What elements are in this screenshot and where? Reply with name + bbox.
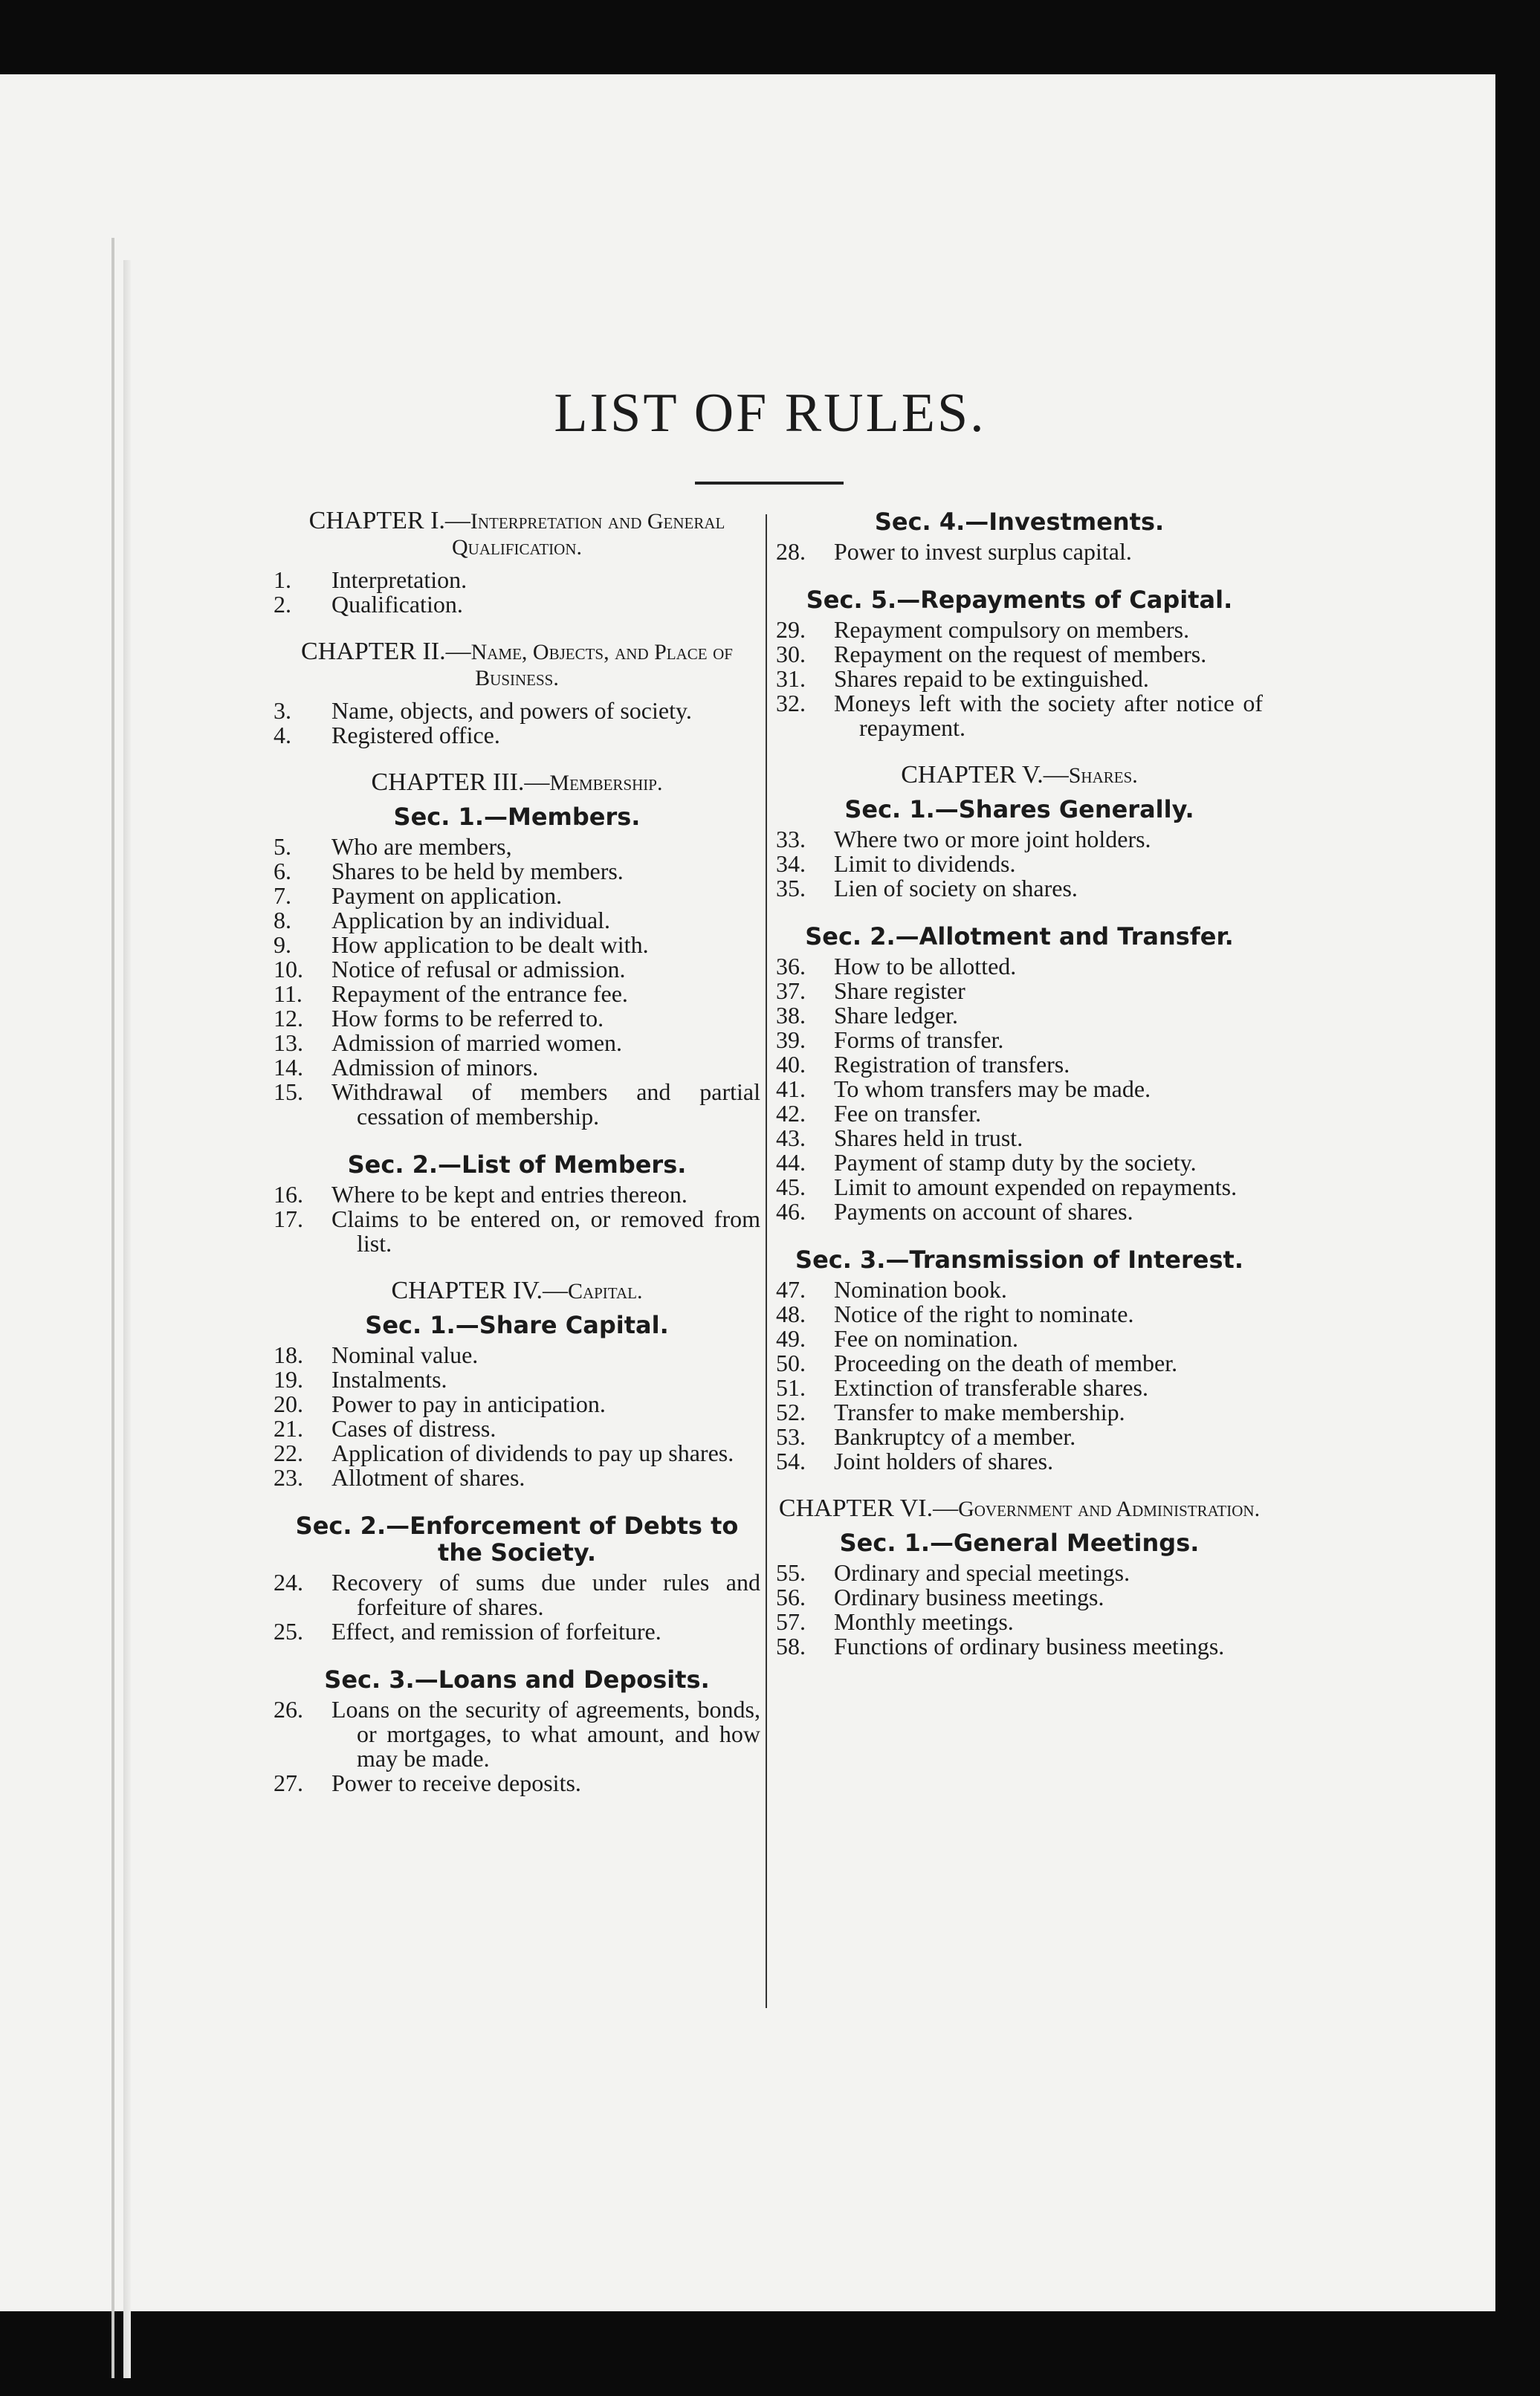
rule-entry xyxy=(776,1077,1263,1101)
rule-entry xyxy=(274,1080,760,1129)
spacer xyxy=(274,1490,760,1512)
rule-entry xyxy=(274,884,760,908)
rule-title: How application to be dealt with. xyxy=(331,931,649,958)
rule-number: 47. xyxy=(776,1276,806,1303)
rule-entry xyxy=(776,876,1263,901)
rule-title: Repayment compulsory on members. xyxy=(834,616,1190,643)
rule-title: Lien of society on shares. xyxy=(834,875,1078,901)
rule-title: Interpretation. xyxy=(331,566,468,593)
rule-title: To whom transfers may be made. xyxy=(834,1075,1151,1102)
chapter-number: CHAPTER IV.— xyxy=(391,1277,568,1304)
rule-entry xyxy=(776,1634,1263,1659)
rule-entry xyxy=(776,1561,1263,1585)
rule-number: 54. xyxy=(776,1448,806,1474)
chapter-number: CHAPTER VI.— xyxy=(778,1495,959,1522)
rule-entry xyxy=(776,852,1263,876)
chapter-number: CHAPTER I.— xyxy=(308,507,470,534)
rule-title: Qualification. xyxy=(331,591,463,618)
rule-entry xyxy=(274,1182,760,1207)
rule-number: 49. xyxy=(776,1325,806,1352)
page-gutter-shadow xyxy=(123,260,131,2378)
rule-entry xyxy=(274,957,760,982)
rule-number: 25. xyxy=(274,1618,303,1645)
rule-number: 14. xyxy=(274,1054,303,1081)
rule-entry xyxy=(776,691,1263,740)
rule-title: Allotment of shares. xyxy=(331,1464,525,1491)
chapter-subject: Membership. xyxy=(549,771,663,795)
rule-entry xyxy=(776,1028,1263,1052)
rule-title: Effect, and remission of forfeiture. xyxy=(331,1618,661,1645)
rule-title: How to be allotted. xyxy=(834,953,1017,980)
chapter-heading xyxy=(274,1278,760,1304)
rule-number: 52. xyxy=(776,1399,806,1425)
rule-entry xyxy=(274,592,760,617)
rule-number: 30. xyxy=(776,641,806,667)
chapter-number: CHAPTER III.— xyxy=(371,768,550,796)
rule-entry xyxy=(776,1449,1263,1474)
section-heading: Sec. 5.—Repayments of Capital. xyxy=(806,586,1233,614)
rule-number: 57. xyxy=(776,1608,806,1635)
rule-title: Instalments. xyxy=(331,1366,447,1393)
rule-number: 8. xyxy=(274,907,291,933)
rule-title: Application by an individual. xyxy=(331,907,611,933)
rule-number: 48. xyxy=(776,1301,806,1327)
rule-title: Where to be kept and entries thereon. xyxy=(331,1181,688,1208)
rule-entry xyxy=(776,979,1263,1003)
rule-entry xyxy=(776,1302,1263,1327)
rule-number: 50. xyxy=(776,1350,806,1376)
rule-title: Fee on transfer. xyxy=(834,1100,982,1127)
rule-number: 3. xyxy=(274,697,291,724)
rule-title: Name, objects, and powers of society. xyxy=(331,697,692,724)
spacer xyxy=(274,1644,760,1666)
rule-title: Functions of ordinary business meetings. xyxy=(834,1633,1225,1660)
spacer xyxy=(776,740,1263,762)
rule-number: 40. xyxy=(776,1051,806,1078)
rule-entry xyxy=(776,1150,1263,1175)
chapter-number: CHAPTER II.— xyxy=(301,638,471,665)
rule-entry xyxy=(776,1101,1263,1126)
rule-number: 7. xyxy=(274,882,291,909)
page-fold-line xyxy=(111,238,114,2378)
rule-title: Power to pay in anticipation. xyxy=(331,1390,606,1417)
rule-entry xyxy=(274,1697,760,1771)
section-heading: Sec. 2.—Enforcement of Debts to the Society. xyxy=(295,1512,739,1567)
rule-title: Joint holders of shares. xyxy=(834,1448,1054,1474)
rule-entry xyxy=(274,1343,760,1367)
rule-number: 19. xyxy=(274,1366,303,1393)
rule-title: Where two or more joint holders. xyxy=(834,826,1151,852)
spacer xyxy=(776,901,1263,923)
rule-entry xyxy=(274,699,760,723)
rule-number: 12. xyxy=(274,1005,303,1032)
chapter-number: CHAPTER V.— xyxy=(901,761,1069,789)
rule-number: 28. xyxy=(776,538,806,565)
rule-title: Bankruptcy of a member. xyxy=(834,1423,1076,1450)
left-column xyxy=(274,508,760,1796)
rule-title: How forms to be referred to. xyxy=(331,1005,604,1032)
rule-number: 5. xyxy=(274,833,291,860)
rule-title: Admission of minors. xyxy=(331,1054,539,1081)
rule-entry xyxy=(274,1392,760,1416)
rule-number: 38. xyxy=(776,1002,806,1029)
rule-entry xyxy=(776,827,1263,852)
rule-title: Proceeding on the death of member. xyxy=(834,1350,1178,1376)
spacer xyxy=(274,617,760,639)
rule-entry xyxy=(776,642,1263,667)
right-column xyxy=(776,508,1263,1659)
chapter-heading xyxy=(776,762,1263,789)
rule-title: Registration of transfers. xyxy=(834,1051,1070,1078)
rule-number: 1. xyxy=(274,566,291,593)
spacer xyxy=(776,1224,1263,1246)
rule-title: Fee on nomination. xyxy=(834,1325,1018,1352)
section-heading: Sec. 2.—Allotment and Transfer. xyxy=(805,922,1234,951)
spacer xyxy=(274,1256,760,1278)
rule-number: 33. xyxy=(776,826,806,852)
rule-number: 11. xyxy=(274,980,302,1007)
section-heading: Sec. 1.—General Meetings. xyxy=(839,1529,1200,1557)
rule-number: 55. xyxy=(776,1559,806,1586)
rule-entry xyxy=(274,1466,760,1490)
rule-entry xyxy=(776,1351,1263,1376)
rule-number: 17. xyxy=(274,1205,303,1232)
rule-entry xyxy=(776,1585,1263,1610)
rule-title: Claims to be entered on, or removed from list. xyxy=(331,1205,760,1257)
rule-title: Notice of the right to nominate. xyxy=(834,1301,1134,1327)
chapter-heading xyxy=(274,639,760,691)
rule-number: 45. xyxy=(776,1173,806,1200)
rule-number: 37. xyxy=(776,977,806,1004)
rule-title: Power to receive deposits. xyxy=(331,1770,581,1796)
rule-entry xyxy=(274,1441,760,1466)
rule-entry xyxy=(776,1610,1263,1634)
rule-title: Share ledger. xyxy=(834,1002,959,1029)
rule-entry xyxy=(274,1367,760,1392)
rule-title: Extinction of transferable shares. xyxy=(834,1374,1148,1401)
spacer xyxy=(274,1129,760,1151)
rule-number: 42. xyxy=(776,1100,806,1127)
rule-entry xyxy=(776,1425,1263,1449)
rule-number: 15. xyxy=(274,1078,303,1105)
rule-title: Moneys left with the society after notice of repayment. xyxy=(834,690,1263,741)
rule-number: 41. xyxy=(776,1075,806,1102)
chapter-subject: Name, Objects, and Place of Business. xyxy=(470,640,733,690)
rule-entry xyxy=(274,568,760,592)
rule-number: 35. xyxy=(776,875,806,901)
rule-title: Shares repaid to be extinguished. xyxy=(834,665,1149,692)
rule-entry xyxy=(274,723,760,748)
rule-title: Cases of distress. xyxy=(331,1415,496,1442)
rule-title: Ordinary and special meetings. xyxy=(834,1559,1130,1586)
rule-number: 56. xyxy=(776,1584,806,1610)
rule-number: 26. xyxy=(274,1696,303,1723)
rule-number: 9. xyxy=(274,931,291,958)
rule-number: 21. xyxy=(274,1415,303,1442)
rule-number: 20. xyxy=(274,1390,303,1417)
rule-entry xyxy=(274,1570,760,1619)
rule-title: Shares to be held by members. xyxy=(331,858,624,884)
rule-number: 23. xyxy=(274,1464,303,1491)
rule-entry xyxy=(776,1052,1263,1077)
section-heading: Sec. 1.—Shares Generally. xyxy=(844,795,1194,823)
rule-number: 34. xyxy=(776,850,806,877)
rule-number: 24. xyxy=(274,1569,303,1596)
rule-entry xyxy=(274,859,760,884)
rule-title: Notice of refusal or admission. xyxy=(331,956,626,982)
rule-entry xyxy=(274,982,760,1006)
rule-number: 46. xyxy=(776,1198,806,1225)
rule-entry xyxy=(274,933,760,957)
rule-entry xyxy=(776,540,1263,564)
rule-number: 16. xyxy=(274,1181,303,1208)
rule-title: Limit to amount expended on repayments. xyxy=(834,1173,1238,1200)
rule-number: 13. xyxy=(274,1029,303,1056)
rule-number: 36. xyxy=(776,953,806,980)
rule-number: 6. xyxy=(274,858,291,884)
section-heading: Sec. 3.—Transmission of Interest. xyxy=(795,1246,1243,1274)
rule-title: Payment on application. xyxy=(331,882,563,909)
rule-entry xyxy=(274,1416,760,1441)
rule-number: 2. xyxy=(274,591,291,618)
rule-entry xyxy=(274,1031,760,1055)
rule-title: Limit to dividends. xyxy=(834,850,1016,877)
chapter-heading xyxy=(274,508,760,560)
rule-title: Power to invest surplus capital. xyxy=(834,538,1132,565)
rule-title: Admission of married women. xyxy=(331,1029,623,1056)
rule-entry xyxy=(776,1199,1263,1224)
rule-title: Application of dividends to pay up shares. xyxy=(331,1440,734,1466)
rule-title: Recovery of sums due under rules and forfeiture of shares. xyxy=(331,1569,760,1620)
rule-title: Transfer to make membership. xyxy=(834,1399,1125,1425)
rule-title: Loans on the security of agreements, bonds, or mortgages, to what amount, and how may be made. xyxy=(331,1696,760,1772)
chapter-subject: Interpretation and General Qualification. xyxy=(452,509,725,560)
rule-entry xyxy=(776,1376,1263,1400)
rule-number: 32. xyxy=(776,690,806,716)
rule-number: 39. xyxy=(776,1026,806,1053)
rule-number: 27. xyxy=(274,1770,303,1796)
chapter-heading xyxy=(274,770,760,796)
rule-number: 18. xyxy=(274,1341,303,1368)
rule-number: 43. xyxy=(776,1124,806,1151)
chapter-subject: Capital. xyxy=(567,1279,643,1304)
spacer xyxy=(274,748,760,770)
rule-entry xyxy=(776,1126,1263,1150)
rule-title: Payment of stamp duty by the society. xyxy=(834,1149,1197,1176)
rule-entry xyxy=(776,1003,1263,1028)
rule-entry xyxy=(274,1619,760,1644)
rule-title: Withdrawal of members and partial cessation of membership. xyxy=(331,1078,760,1130)
rule-title: Payments on account of shares. xyxy=(834,1198,1133,1225)
rule-entry xyxy=(274,1771,760,1796)
page-title: LIST OF RULES. xyxy=(554,383,986,444)
rule-title: Repayment of the entrance fee. xyxy=(331,980,628,1007)
rule-entry xyxy=(776,1175,1263,1199)
rule-number: 29. xyxy=(776,616,806,643)
rule-title: Nominal value. xyxy=(331,1341,479,1368)
rule-entry xyxy=(776,618,1263,642)
rule-number: 4. xyxy=(274,722,291,748)
rule-entry xyxy=(274,1207,760,1256)
rule-entry xyxy=(776,1278,1263,1302)
rule-title: Share register xyxy=(834,977,965,1004)
rule-entry xyxy=(776,954,1263,979)
chapter-subject: Government and Administration. xyxy=(958,1497,1261,1521)
rule-title: Nomination book. xyxy=(834,1276,1007,1303)
rule-title: Shares held in trust. xyxy=(834,1124,1023,1151)
rule-entry xyxy=(776,1327,1263,1351)
rule-title: Monthly meetings. xyxy=(834,1608,1014,1635)
rule-title: Ordinary business meetings. xyxy=(834,1584,1104,1610)
rule-number: 51. xyxy=(776,1374,806,1401)
rule-title: Registered office. xyxy=(331,722,500,748)
section-heading: Sec. 2.—List of Members. xyxy=(347,1150,687,1179)
chapter-heading xyxy=(776,1496,1263,1522)
rule-number: 53. xyxy=(776,1423,806,1450)
column-divider xyxy=(766,514,767,2008)
title-rule xyxy=(695,482,844,485)
rule-entry xyxy=(274,908,760,933)
section-heading: Sec. 1.—Share Capital. xyxy=(365,1311,669,1339)
rule-number: 31. xyxy=(776,665,806,692)
rule-entry xyxy=(274,1055,760,1080)
rule-number: 10. xyxy=(274,956,303,982)
rule-entry xyxy=(776,1400,1263,1425)
spacer xyxy=(776,564,1263,586)
rule-title: Repayment on the request of members. xyxy=(834,641,1207,667)
spacer xyxy=(776,1474,1263,1496)
rule-title: Who are members, xyxy=(331,833,512,860)
rule-entry xyxy=(776,667,1263,691)
rule-number: 58. xyxy=(776,1633,806,1660)
rule-number: 44. xyxy=(776,1149,806,1176)
section-heading: Sec. 1.—Members. xyxy=(393,803,641,831)
section-heading: Sec. 3.—Loans and Deposits. xyxy=(324,1665,710,1694)
rule-entry xyxy=(274,1006,760,1031)
section-heading: Sec. 4.—Investments. xyxy=(874,508,1165,536)
chapter-subject: Shares. xyxy=(1068,763,1138,788)
rule-number: 22. xyxy=(274,1440,303,1466)
rule-title: Forms of transfer. xyxy=(834,1026,1004,1053)
rule-entry xyxy=(274,835,760,859)
